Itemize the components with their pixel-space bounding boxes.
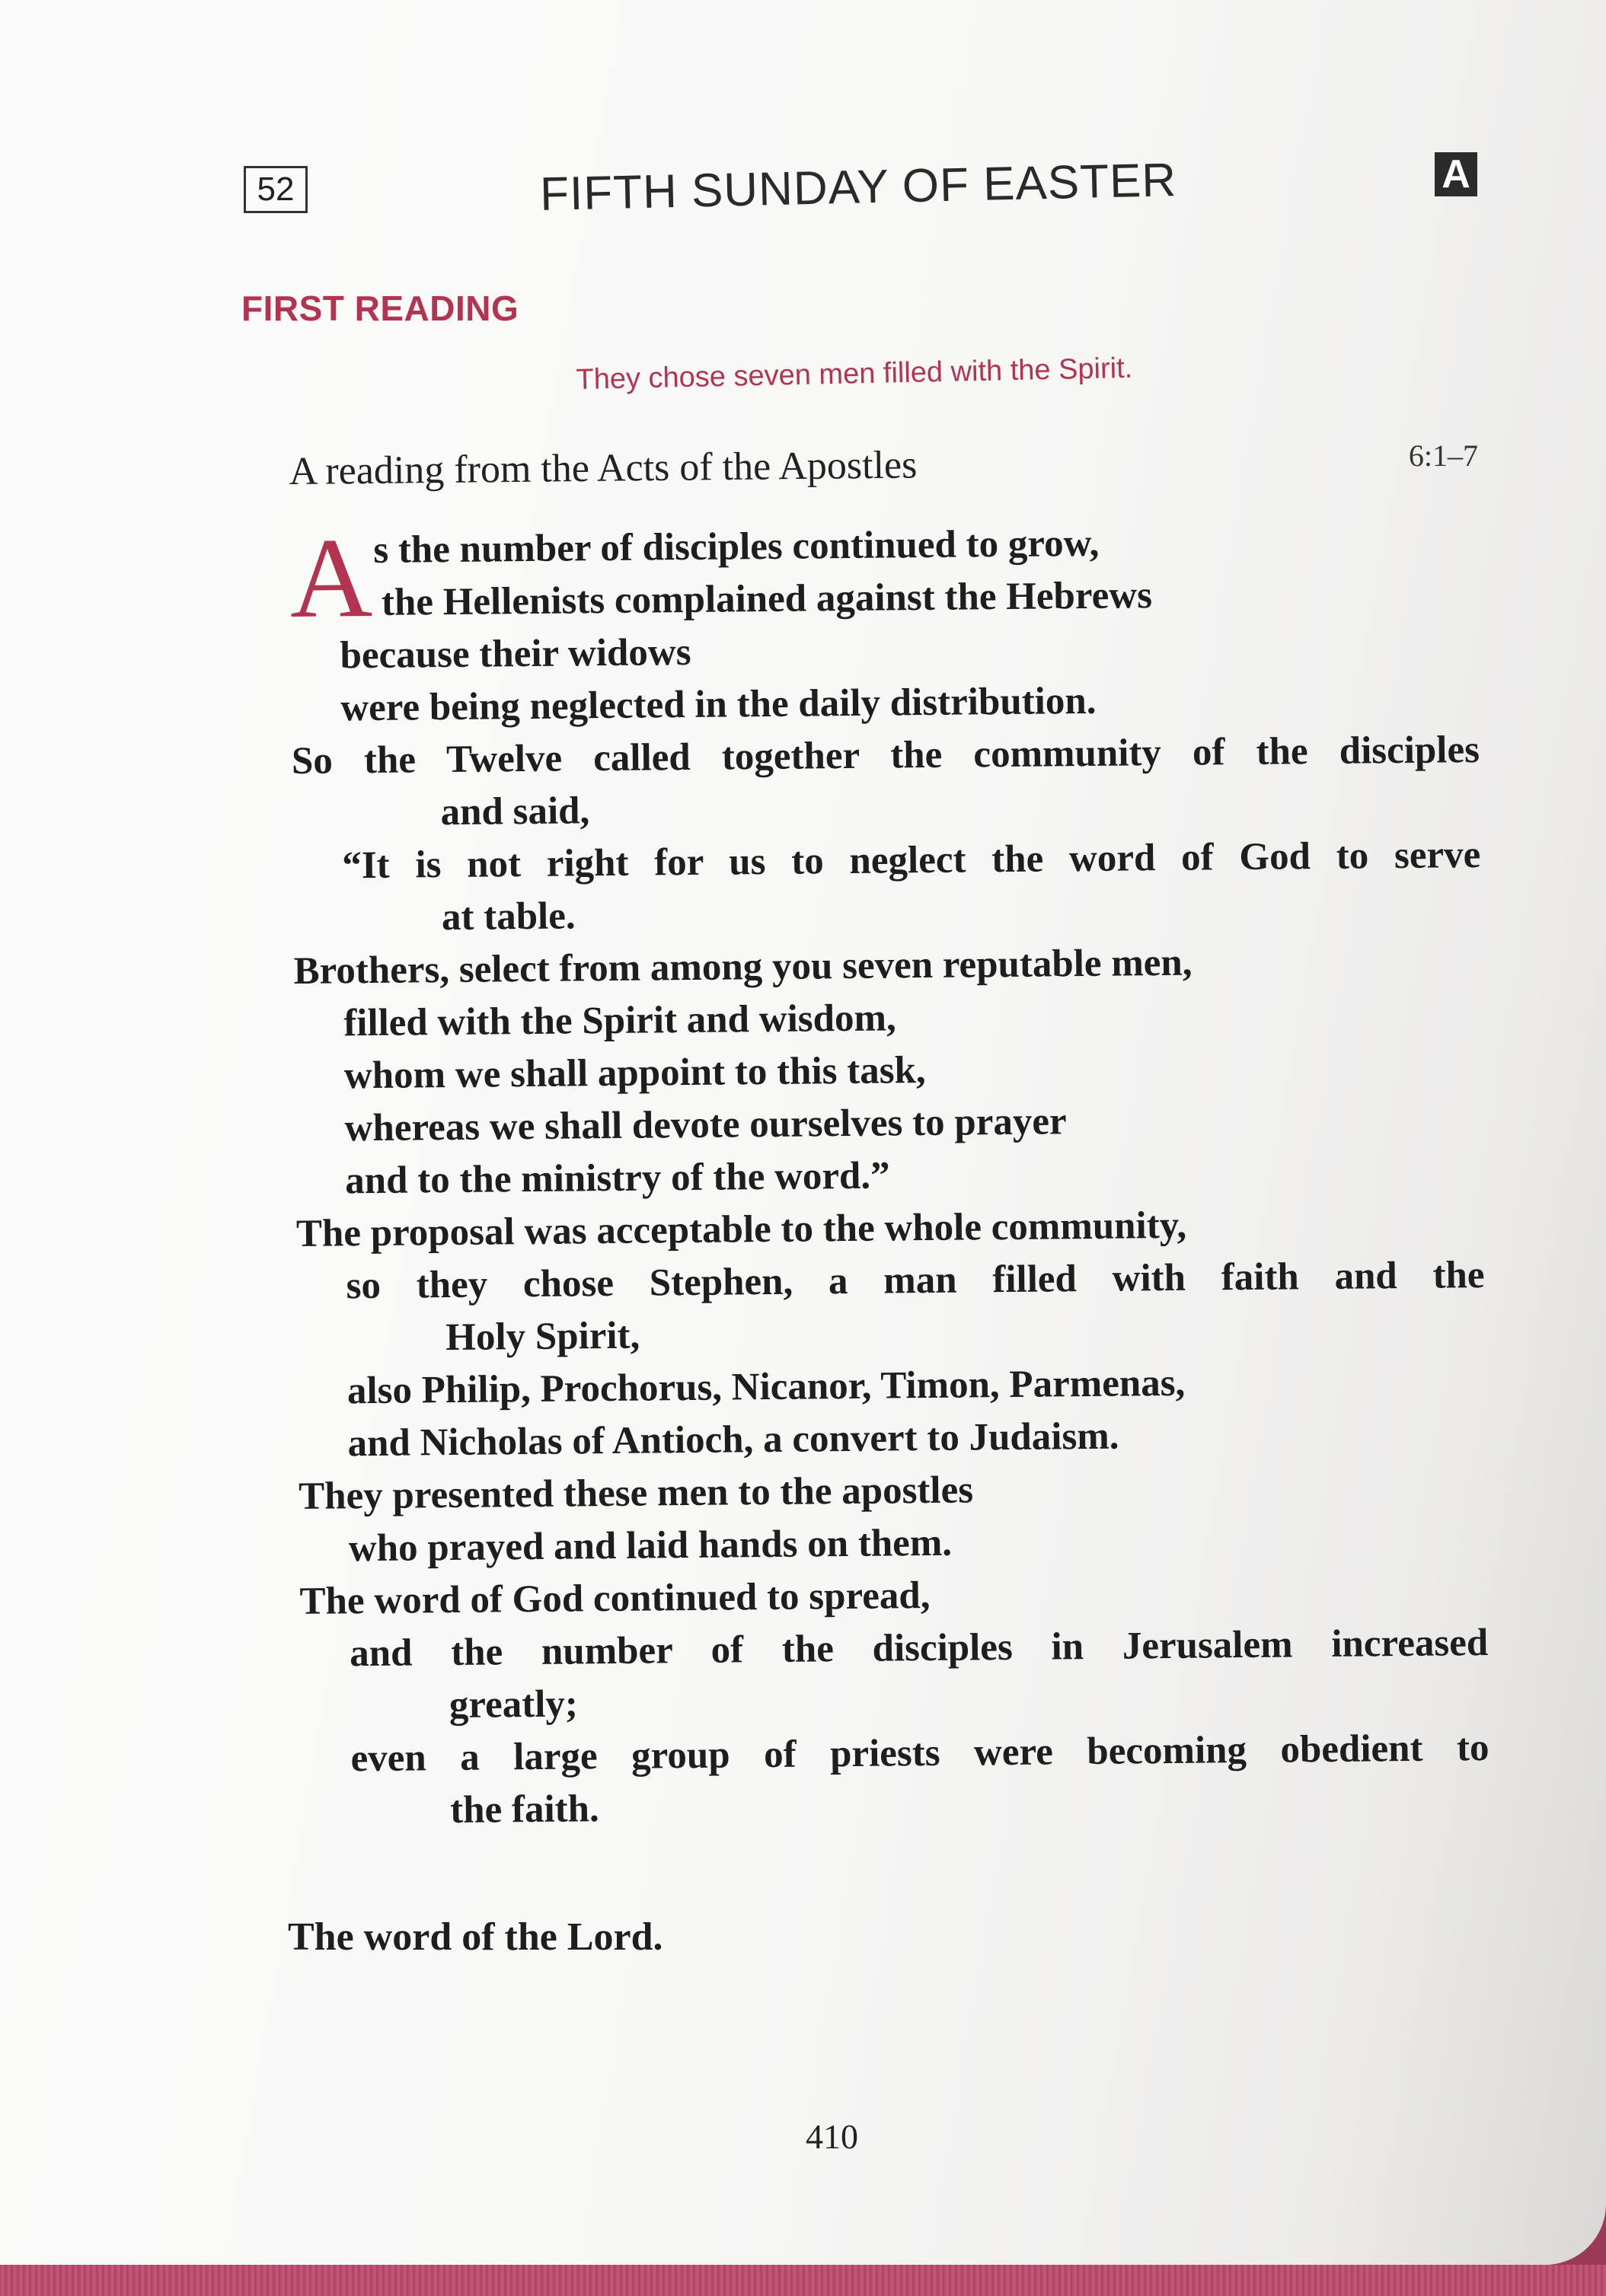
reading-summary: They chose seven men filled with the Spirit.: [576, 352, 1133, 397]
reading-line: They presented these men to the apostles: [298, 1468, 974, 1518]
lectionary-number-box: 52: [244, 166, 308, 213]
reading-line: So the Twelve called together the community of the disciples: [291, 729, 1480, 783]
scripture-citation: 6:1–7: [1408, 438, 1478, 473]
reading-line: whereas we shall devote ourselves to prayer: [344, 1100, 1067, 1150]
section-heading: FIRST READING: [241, 289, 519, 328]
reading-line: so they chose Stephen, a man filled with faith and the: [346, 1253, 1485, 1308]
reading-line: the faith.: [449, 1787, 599, 1832]
reading-line: filled with the Spirit and wisdom,: [343, 997, 896, 1045]
reading-line: and to the ministry of the word.”: [345, 1154, 890, 1203]
reading-line: Holy Spirit,: [445, 1314, 640, 1360]
reading-conclusion: The word of the Lord.: [288, 1915, 663, 1959]
reading-line: and the number of the disciples in Jerusalem increased: [349, 1621, 1489, 1676]
reading-line: Brothers, select from among you seven reputable men,: [293, 941, 1193, 993]
page-edge: [0, 2265, 1606, 2296]
reading-line: and Nicholas of Antioch, a convert to Judaism.: [347, 1414, 1119, 1465]
reading-line: because their widows: [340, 630, 691, 678]
reading-body: [289, 514, 1489, 1838]
reading-line: who prayed and laid hands on them.: [348, 1521, 953, 1571]
reading-line: The proposal was acceptable to the whole community,: [295, 1204, 1187, 1255]
reading-line: greatly;: [449, 1682, 579, 1727]
reading-line: “It is not right for us to neglect the word of God to serve: [342, 834, 1481, 888]
reading-line: also Philip, Prochorus, Nicanor, Timon, Parmenas,: [346, 1361, 1186, 1413]
reading-line: the Hellenists complained against the Hebrews: [381, 574, 1153, 624]
reading-first-line-text: s the number of disciples continued to grow,: [373, 521, 1100, 572]
page-number: 410: [806, 2117, 858, 2156]
reading-line: and said,: [440, 789, 590, 834]
reading-line: at table.: [441, 894, 576, 939]
reading-line: whom we shall appoint to this task,: [343, 1049, 926, 1098]
reading-line: even a large group of priests were becoming obedient to: [350, 1726, 1489, 1781]
reading-line: were being neglected in the daily distribution.: [340, 679, 1097, 730]
reading-line: The word of God continued to spread,: [299, 1574, 931, 1623]
page-title: FIFTH SUNDAY OF EASTER: [539, 154, 1177, 222]
year-badge: A: [1435, 152, 1477, 196]
drop-cap: A: [289, 514, 373, 642]
reading-intro: A reading from the Acts of the Apostles: [289, 443, 918, 494]
page-header: [244, 152, 1477, 236]
